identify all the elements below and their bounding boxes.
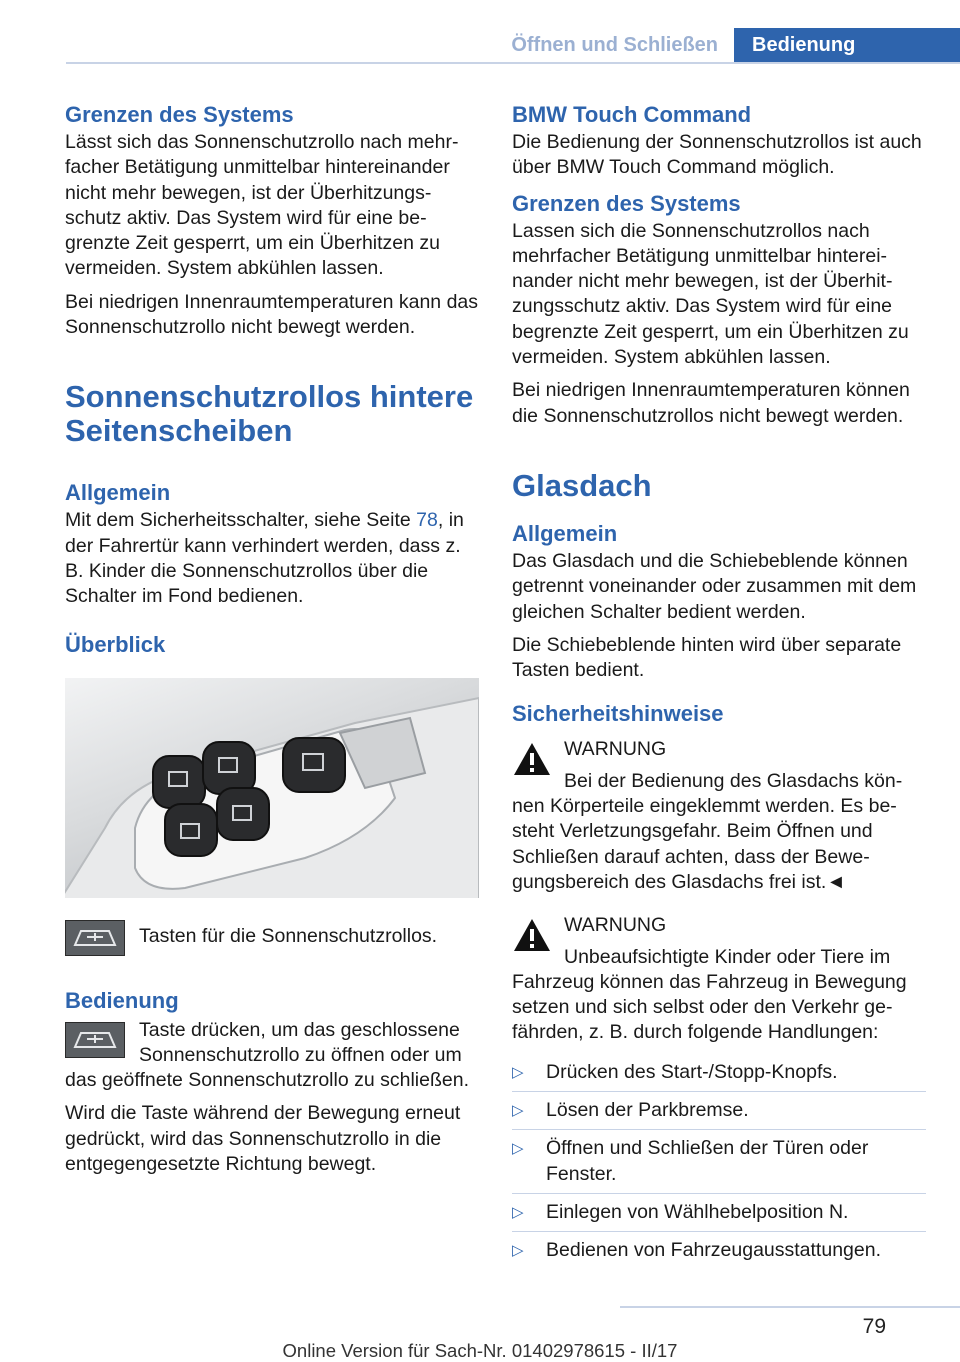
- operation-paragraph-2: Wird die Taste während der Bewegung erneut gedrückt, wird das Sonnenschutzrollo in die entgegengesetzte Richtung bewegt.: [65, 1102, 461, 1176]
- sunblind-button-icon: [65, 920, 125, 956]
- section-title-rear-blinds: Sonnenschutzrollos hintere Seitenscheiben: [65, 379, 474, 449]
- general-paragraph-1: Das Glasdach und die Schiebeblende können getrennt voneinander oder zusammen mit dem gleichen Schalter bedient werden.: [512, 549, 917, 623]
- triangle-bullet-icon: ▷: [512, 1242, 524, 1260]
- operation-heading: Bedienung: [65, 987, 179, 1013]
- general-text-post: , in der Fahrertür kann verhindert werden, dass z. B. Kinder die Sonnenschutzrollos über die Schalter im Fond bedienen.: [65, 509, 464, 608]
- limits-heading: Grenzen des Systems: [512, 190, 741, 216]
- warning-block-1: [512, 737, 926, 895]
- list-item: [512, 1130, 926, 1194]
- hazard-action-list: [512, 1054, 926, 1270]
- list-item-text: Bedienen von Fahrzeugausstattungen.: [546, 1239, 881, 1262]
- warning-block-2: [512, 913, 926, 1045]
- right-column: [512, 100, 926, 1270]
- figure-caption: Tasten für die Sonnenschutzrollos.: [139, 924, 438, 947]
- operation-paragraph-1: Taste drücken, um das geschlossene Sonnenschutzrollo zu öffnen oder um das geöffnete Sonnenschutzrollo zu schließen.: [65, 1018, 469, 1092]
- limits-paragraph-1: Lassen sich die Sonnenschutzrollos nach mehrfacher Betätigung unmittelbar hinterei-nander nicht mehr bewegen, ist der Überhit-zungsschutz aktiv. Das System wird für eine begrenzte Zeit gesperrt, um ein Überhitzen zu vermeiden. System abkühlen lassen.: [512, 219, 909, 369]
- warning-1-text: Bei der Bedienung des Glasdachs kön-nen Körperteile eingeklemmt werden. Es be-steht Verletzungsgefahr. Beim Öffnen und Schließen darauf achten, dass der Bewe-gungsbereich des Glasdachs frei ist.◄: [512, 769, 903, 893]
- left-column: [65, 100, 479, 1177]
- list-item: [512, 1092, 926, 1130]
- header-chapter-tab: Bedienung: [734, 28, 960, 62]
- safety-heading: Sicherheitshinweise: [512, 701, 724, 727]
- limits-paragraph-2: Bei niedrigen Innenraumtemperaturen können die Sonnenschutzrollos nicht bewegt werden.: [512, 379, 910, 427]
- list-item: [512, 1054, 926, 1092]
- general-text-pre: Mit dem Sicherheitsschalter, siehe Seite: [65, 509, 417, 532]
- list-item-text: Drücken des Start-/Stopp-Knopfs.: [546, 1060, 838, 1083]
- warning-2-label: WARNUNG: [564, 914, 667, 937]
- list-item-text: Einlegen von Wählhebelposition N.: [546, 1200, 849, 1223]
- general-heading: Allgemein: [65, 480, 171, 506]
- touch-command-heading: BMW Touch Command: [512, 102, 752, 127]
- sunblind-button-icon: [65, 1022, 125, 1058]
- triangle-bullet-icon: ▷: [512, 1063, 524, 1081]
- list-item-text: Öffnen und Schließen der Türen oder Fenster.: [546, 1137, 869, 1185]
- warning-triangle-icon: [512, 913, 564, 965]
- warning-triangle-icon: [512, 737, 564, 789]
- operation-block: [65, 1018, 479, 1094]
- footer-rule: [620, 1306, 960, 1308]
- page-number: 79: [862, 1315, 886, 1338]
- window-switch-photo: [65, 678, 479, 898]
- warning-2-text: Unbeaufsichtigte Kinder oder Tiere im Fahrzeug können das Fahrzeug in Bewegung setzen und sich selbst oder den Verkehr ge-fährden, z. B. durch folgende Handlungen:: [512, 945, 907, 1044]
- general-paragraph-2: Die Schiebeblende hinten wird über separate Tasten bedient.: [512, 633, 902, 682]
- figure-caption-row: [65, 920, 479, 956]
- list-item: [512, 1194, 926, 1232]
- header-rule: [66, 62, 960, 64]
- general-heading: Allgemein: [512, 520, 618, 546]
- window-switch-illustration: [65, 678, 479, 898]
- limits-heading: Grenzen des Systems: [65, 102, 294, 127]
- section-title-glass-roof: Glasdach: [512, 467, 652, 503]
- list-item: [512, 1232, 926, 1269]
- overview-heading: Überblick: [65, 631, 166, 657]
- list-item-text: Lösen der Parkbremse.: [546, 1099, 749, 1122]
- limits-paragraph-1: Lässt sich das Sonnenschutzrollo nach mehr-facher Betätigung unmittelbar hintereinander nicht mehr bewegen, ist der Überhitzungs-schutz aktiv. Das System wird für eine be-grenzte Zeit gesperrt, um ein Überhitzen zu vermeiden. System abkühlen lassen.: [65, 131, 459, 280]
- triangle-bullet-icon: ▷: [512, 1203, 524, 1221]
- triangle-bullet-icon: ▷: [512, 1102, 524, 1120]
- header-section-title: Öffnen und Schließen: [511, 33, 718, 56]
- footer-text: Online Version für Sach-Nr. 01402978615 - II/17: [282, 1340, 678, 1361]
- touch-command-paragraph: Die Bedienung der Sonnenschutzrollos ist auch über BMW Touch Command möglich.: [512, 131, 922, 179]
- general-paragraph: [65, 508, 479, 609]
- page-78-link[interactable]: 78: [416, 509, 438, 532]
- limits-paragraph-2: Bei niedrigen Innenraumtemperaturen kann das Sonnenschutzrollo nicht bewegt werden.: [65, 290, 479, 339]
- warning-1-label: WARNUNG: [564, 738, 667, 761]
- triangle-bullet-icon: ▷: [512, 1140, 524, 1158]
